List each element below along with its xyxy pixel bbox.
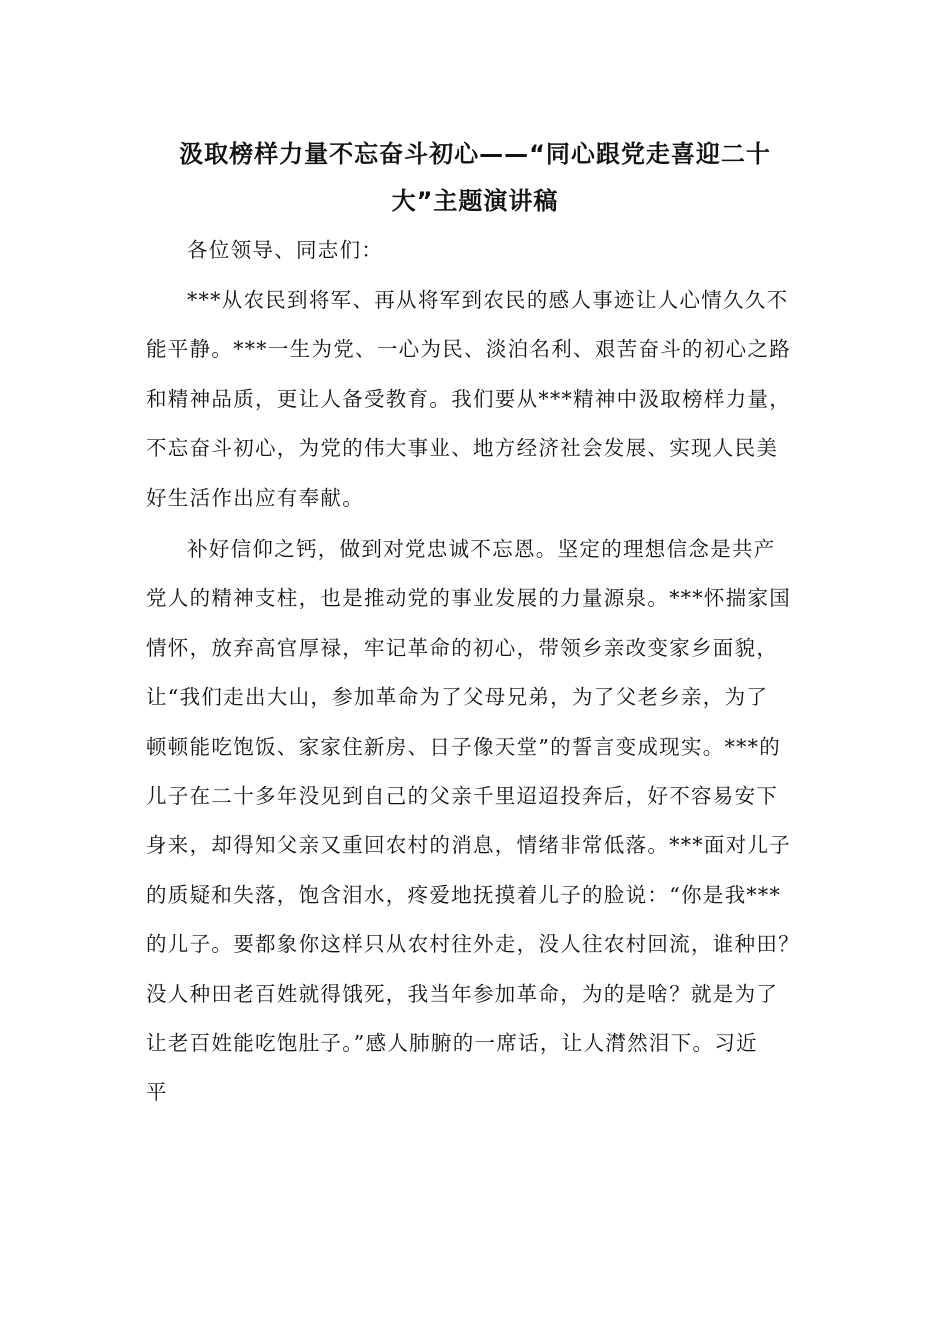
paragraph-line: 不忘奋斗初心，为党的伟大事业、地方经济社会发展、实现人民美 [146, 436, 779, 461]
paragraph-line: 的儿子。要都象你这样只从农村往外走，没人往农村回流，谁种田？ [146, 932, 800, 957]
paragraph-line: 儿子在二十多年没见到自己的父亲千里迢迢投奔后，好不容易安下 [146, 784, 779, 809]
salutation [146, 226, 836, 275]
paragraph-line: 顿顿能吃饱饭、家家住新房、日子像天堂”的誓言变成现实。***的 [146, 734, 782, 759]
paragraph-line: 和精神品质，更让人备受教育。我们要从***精神中汲取榜样力量， [146, 386, 792, 411]
paragraph-line: 的质疑和失落，饱含泪水，疼爱地抚摸着儿子的脸说：“你是我*** [146, 882, 782, 907]
paragraph-1 [146, 276, 836, 523]
paragraph-line: 能平静。***一生为党、一心为民、淡泊名利、艰苦奋斗的初心之路 [146, 337, 792, 362]
paragraph-line: 情怀，放弃高官厚禄，牢记革命的初心，带领乡亲改变家乡面貌， [146, 635, 779, 660]
paragraph-line: 没人种田老百姓就得饿死，我当年参加革命，为的是啥？就是为了 [146, 981, 779, 1006]
paragraph-line: 身来，却得知父亲又重回农村的消息，情绪非常低落。***面对儿子 [146, 833, 792, 858]
paragraph-2 [146, 525, 836, 1118]
document-title-line-2: 大”主题演讲稿 [391, 187, 559, 215]
paragraph-line: 好生活作出应有奉献。 [146, 485, 364, 510]
paragraph-line: 让老百姓能吃饱肚子。”感人肺腑的一席话，让人潸然泪下。习近 [146, 1031, 758, 1056]
salutation-text: 各位领导、同志们： [187, 238, 384, 262]
paragraph-line: 补好信仰之钙，做到对党忠诚不忘恩。坚定的理想信念是共产 [187, 537, 776, 561]
paragraph-line: 平 [146, 1080, 168, 1105]
paragraph-line: ***从农民到将军、再从将军到农民的感人事迹让人心情久久不 [187, 288, 789, 312]
document-title-line-1: 汲取榜样力量不忘奋斗初心——“同心跟党走喜迎二十 [179, 140, 771, 168]
paragraph-line: 让“我们走出大山，参加革命为了父母兄弟，为了父老乡亲，为了 [146, 685, 769, 710]
paragraph-line: 党人的精神支柱，也是推动党的事业发展的力量源泉。***怀揣家国 [146, 586, 792, 611]
